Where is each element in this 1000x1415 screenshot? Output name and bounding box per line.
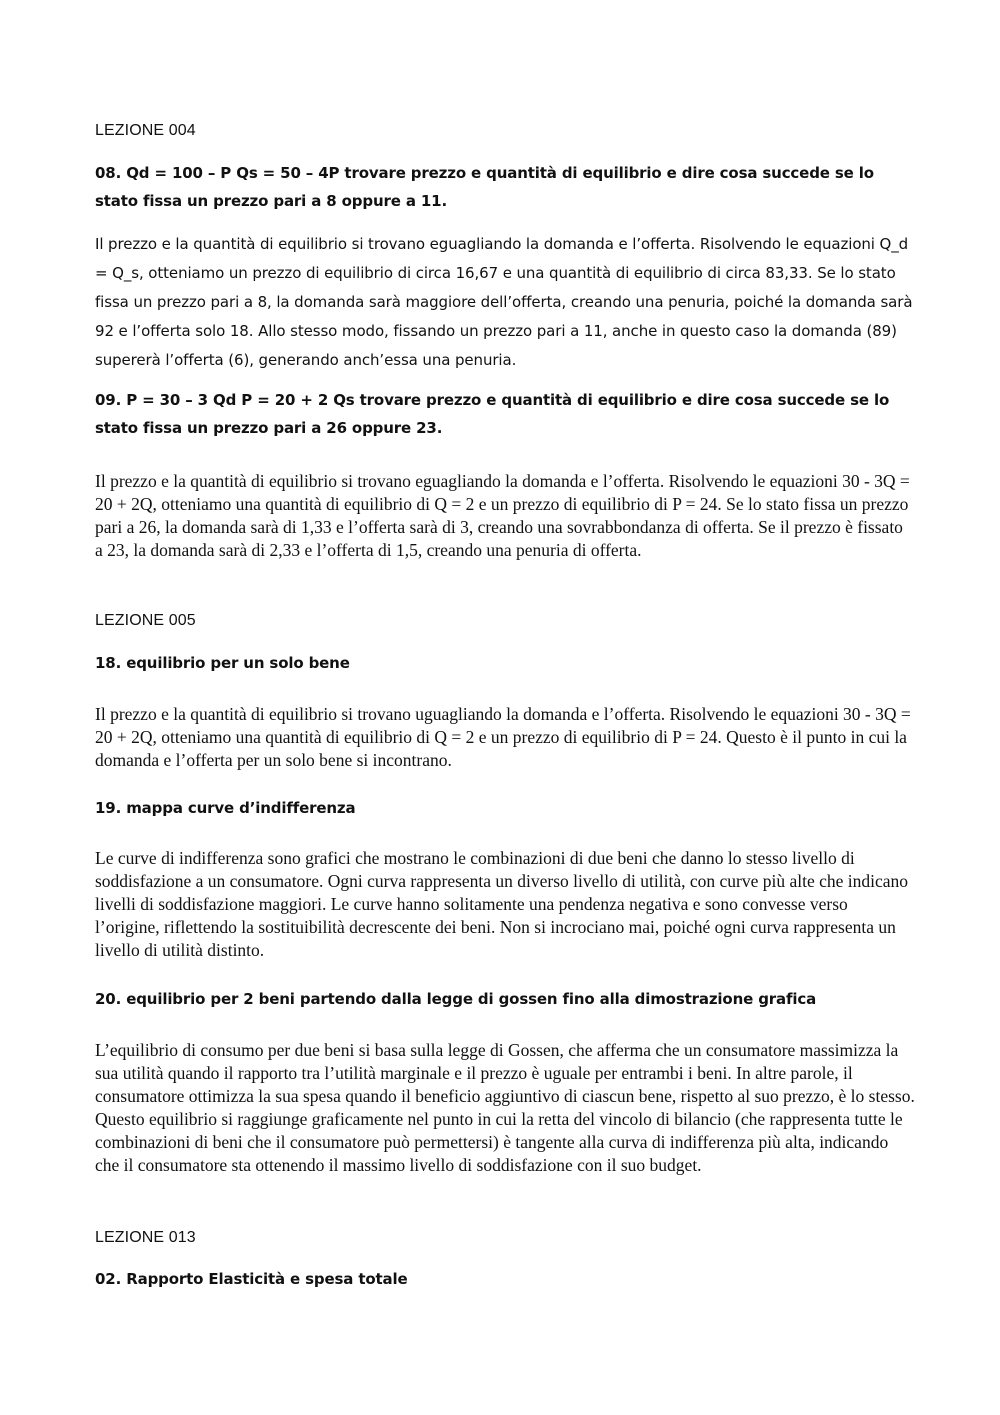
question-19-title: 19. mappa curve d’indifferenza	[95, 799, 356, 817]
question-02-title: 02. Rapporto Elasticità e spesa totale	[95, 1270, 408, 1288]
question-20-answer: L’equilibrio di consumo per due beni si basa sulla legge di Gossen, che afferma che un consumatore massimizza la sua utilità quando il rapporto tra l’utilità marginale e il prezzo è uguale per entrambi i beni. In altre parole, il consumatore ottimizza la sua spesa quando il beneficio aggiuntivo di ciascun bene, rispetto al suo prezzo, è lo stesso. Questo equilibrio si raggiunge graficamente nel punto in cui la retta del vincolo di bilancio (che rappresenta tutte le combinazioni di beni che il consumatore può permettersi) è tangente alla curva di indifferenza più alta, indicando che il consumatore sta ottenendo il massimo livello di soddisfazione con il suo budget.	[95, 1040, 915, 1175]
question-08-answer: Il prezzo e la quantità di equilibrio si trovano eguagliando la domanda e l’offerta. Risolvendo le equazioni Q_d = Q_s, otteniamo un prezzo di equilibrio di circa 16,67 e una quantità di equilibrio di circa 83,33. Se lo stato fissa un prezzo pari a 8, la domanda sarà maggiore dell’offerta, creando una penuria, poiché la domanda sarà 92 e l’offerta solo 18. Allo stesso modo, fissando un prezzo pari a 11, anche in questo caso la domanda (89) supererà l’offerta (6), generando anch’essa una penuria.	[95, 235, 913, 369]
question-19-answer: Le curve di indifferenza sono grafici che mostrano le combinazioni di due beni che danno lo stesso livello di soddisfazione a un consumatore. Ogni curva rappresenta un diverso livello di utilità, con curve più alte che indicano livelli di soddisfazione maggiori. Le curve hanno solitamente una pendenza negativa e sono convesse verso l’origine, riflettendo la sostituibilità decrescente dei beni. Non si incrociano mai, poiché ogni curva rappresenta un livello di utilità distinto.	[95, 848, 909, 960]
question-09-answer: Il prezzo e la quantità di equilibrio si trovano eguagliando la domanda e l’offerta. Risolvendo le equazioni 30 - 3Q = 20 + 2Q, otteniamo una quantità di equilibrio di Q = 2 e un prezzo di equilibrio di P = 24. Se lo stato fissa un prezzo pari a 26, la domanda sarà di 1,33 e l’offerta sarà di 3, creando una sovrabbondanza di offerta. Se il prezzo è fissato a 23, la domanda sarà di 2,33 e l’offerta di 1,5, creando una penuria di offerta.	[95, 471, 910, 560]
question-20-title: 20. equilibrio per 2 beni partendo dalla legge di gossen fino alla dimostrazione grafica	[95, 990, 817, 1008]
question-18-title: 18. equilibrio per un solo bene	[95, 654, 350, 672]
lesson-heading-004: LEZIONE 004	[95, 122, 196, 139]
question-09-title: 09. P = 30 – 3 Qd P = 20 + 2 Qs trovare prezzo e quantità di equilibrio e dire cosa succede se lo stato fissa un prezzo pari a 26 oppure 23.	[95, 391, 890, 437]
lesson-heading-005: LEZIONE 005	[95, 612, 196, 629]
question-08-title: 08. Qd = 100 – P Qs = 50 – 4P trovare prezzo e quantità di equilibrio e dire cosa succede se lo stato fissa un prezzo pari a 8 oppure a 11.	[95, 164, 874, 210]
question-18-answer: Il prezzo e la quantità di equilibrio si trovano uguagliando la domanda e l’offerta. Risolvendo le equazioni 30 - 3Q = 20 + 2Q, otteniamo una quantità di equilibrio di Q = 2 e un prezzo di equilibrio di P = 24. Questo è il punto in cui la domanda e l’offerta per un solo bene si incontrano.	[95, 704, 911, 770]
lesson-heading-013: LEZIONE 013	[95, 1229, 196, 1246]
